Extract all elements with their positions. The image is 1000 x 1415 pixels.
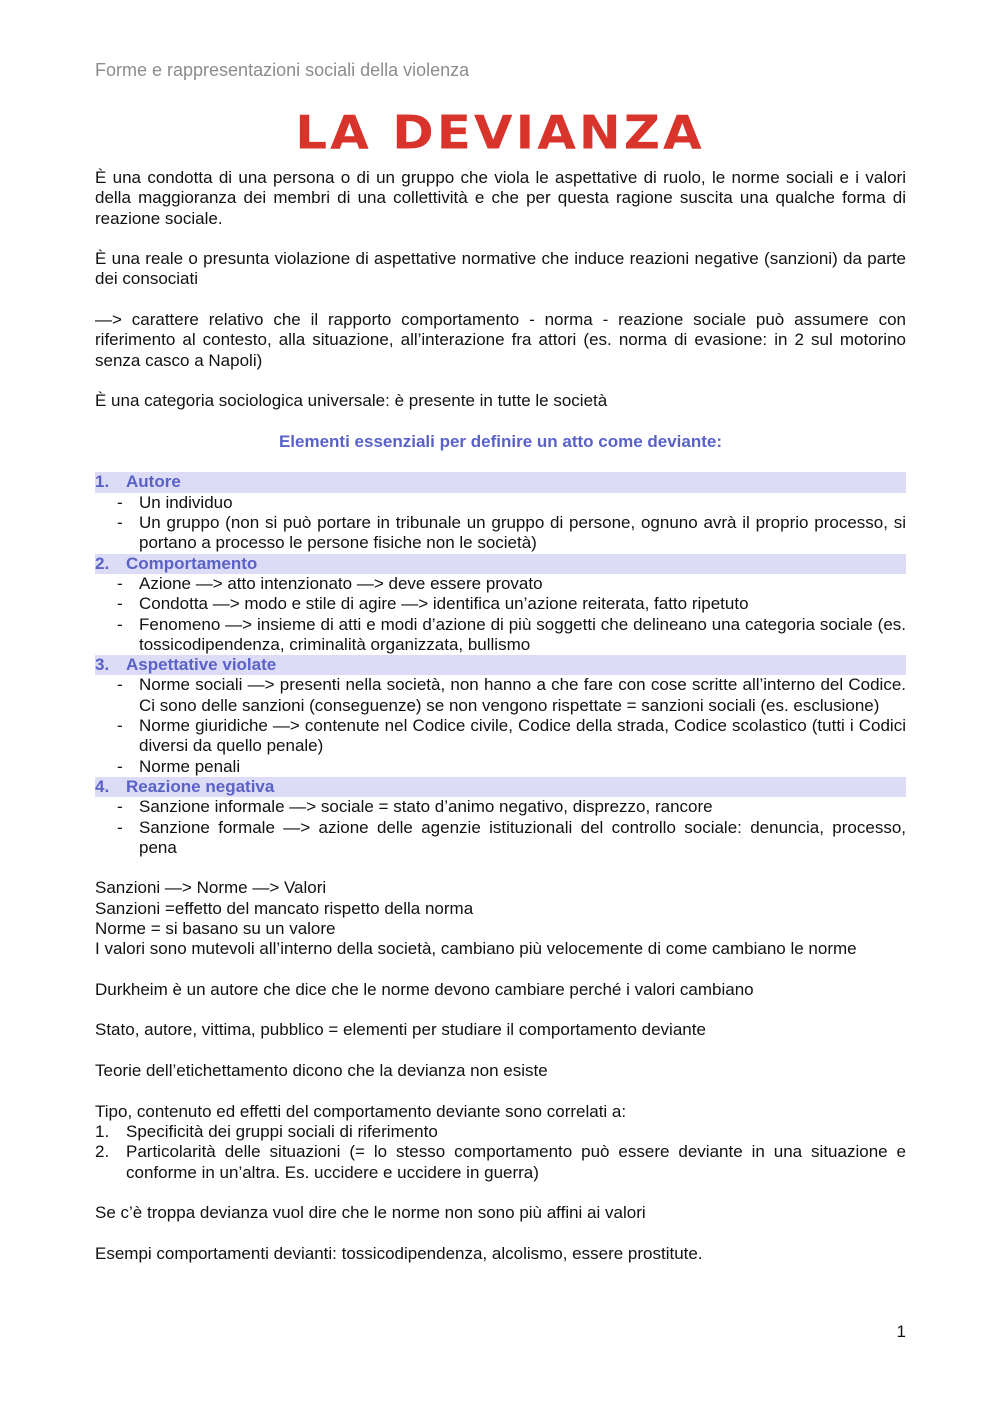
section-number: 2. <box>95 553 110 573</box>
intro-paragraph-1: È una condotta di una persona o di un gruppo che viola le aspettative di ruolo, le norme sociali e i valori della maggioranza dei membri di una collettività e che per questa ragione suscita una qualche forma di reazione sociale. <box>95 168 906 228</box>
list-item: 2. Particolarità delle situazioni (= lo stesso comportamento può essere deviante in una situazione e conforme in un’altra. Es. uccidere e uccidere in guerra) <box>95 1142 906 1182</box>
list-item: - Sanzione formale —> azione delle agenzie istituzionali del controllo sociale: denuncia, processo, pena <box>117 817 906 857</box>
section-number: 1. <box>95 472 110 492</box>
intro-paragraph-2: È una reale o presunta violazione di aspettative normative che induce reazioni negative (sanzioni) da parte dei consociati <box>95 249 906 289</box>
sanctions-line: Norme = si basano su un valore <box>95 918 336 938</box>
troppa-paragraph: Se c’è troppa devianza vuol dire che le norme non sono più affini ai valori <box>95 1203 646 1223</box>
teorie-paragraph: Teorie dell’etichettamento dicono che la devianza non esiste <box>95 1061 548 1081</box>
section-heading-autore <box>95 472 906 492</box>
list-item: - Azione —> atto intenzionato —> deve essere provato <box>117 573 543 593</box>
sanctions-line: Sanzioni =effetto del mancato rispetto della norma <box>95 898 474 918</box>
sanctions-line: Sanzioni —> Norme —> Valori <box>95 878 327 898</box>
page-number: 1 <box>896 1322 906 1341</box>
list-item: 1. Specificità dei gruppi sociali di riferimento <box>95 1121 438 1141</box>
section-heading-reazione-negativa <box>95 777 906 797</box>
intro-paragraph-3: —> carattere relativo che il rapporto comportamento - norma - reazione sociale può assumere con riferimento al contesto, alla situazione, all’interazione fra attori (es. norma di evasione: in 2 sul motorino senza casco a Napoli) <box>95 310 906 370</box>
intro-paragraph-4: È una categoria sociologica universale: è presente in tutte le società <box>95 391 608 411</box>
section-number: 4. <box>95 776 110 796</box>
section-heading-comportamento <box>95 554 906 574</box>
stato-paragraph: Stato, autore, vittima, pubblico = elementi per studiare il comportamento deviante <box>95 1020 706 1040</box>
section-title: Reazione negativa <box>126 776 275 796</box>
list-item: - Condotta —> modo e stile di agire —> identifica un’azione reiterata, fatto ripetuto <box>117 594 749 614</box>
section-number: 3. <box>95 655 110 675</box>
section-title: Comportamento <box>126 553 258 573</box>
esempi-paragraph: Esempi comportamenti devianti: tossicodipendenza, alcolismo, essere prostitute. <box>95 1243 703 1263</box>
document-title: LA DEVIANZA <box>295 106 705 160</box>
list-item: - Norme giuridiche —> contenute nel Codice civile, Codice della strada, Codice scolastico (tutti i Codici diversi da quello penale) <box>117 716 906 756</box>
section-title: Autore <box>126 472 181 492</box>
section-heading-aspettative-violate <box>95 655 906 675</box>
page-header: Forme e rappresentazioni sociali della violenza <box>95 60 470 80</box>
list-item: - Un gruppo (non si può portare in tribunale un gruppo di persone, ognuno avrà il proprio processo, si portano a processo le persone fisiche non le società) <box>117 513 906 553</box>
list-item: - Norme sociali —> presenti nella società, non hanno a che fare con cose scritte all’interno del Codice. Ci sono delle sanzioni (conseguenze) se non vengono rispettate = sanzioni sociali (es. esclusione) <box>117 675 906 715</box>
list-item: - Norme penali <box>117 756 241 776</box>
durkheim-paragraph: Durkheim è un autore che dice che le norme devono cambiare perché i valori cambiano <box>95 979 754 999</box>
tipo-intro: Tipo, contenuto ed effetti del comportamento deviante sono correlati a: <box>95 1101 627 1121</box>
list-item: - Un individuo <box>117 492 233 512</box>
list-item: - Fenomeno —> insieme di atti e modi d’azione di più soggetti che delineano una categoria sociale (es. tossicodipendenza, criminalità organizzata, bullismo <box>117 614 906 654</box>
document-body <box>95 168 906 1284</box>
sanctions-line: I valori sono mutevoli all’interno della società, cambiano più velocemente di come cambiano le norme <box>95 939 857 959</box>
list-item: - Sanzione informale —> sociale = stato d’animo negativo, disprezzo, rancore <box>117 797 713 817</box>
elements-heading: Elementi essenziali per definire un atto come deviante: <box>278 431 723 451</box>
section-title: Aspettative violate <box>126 655 277 675</box>
